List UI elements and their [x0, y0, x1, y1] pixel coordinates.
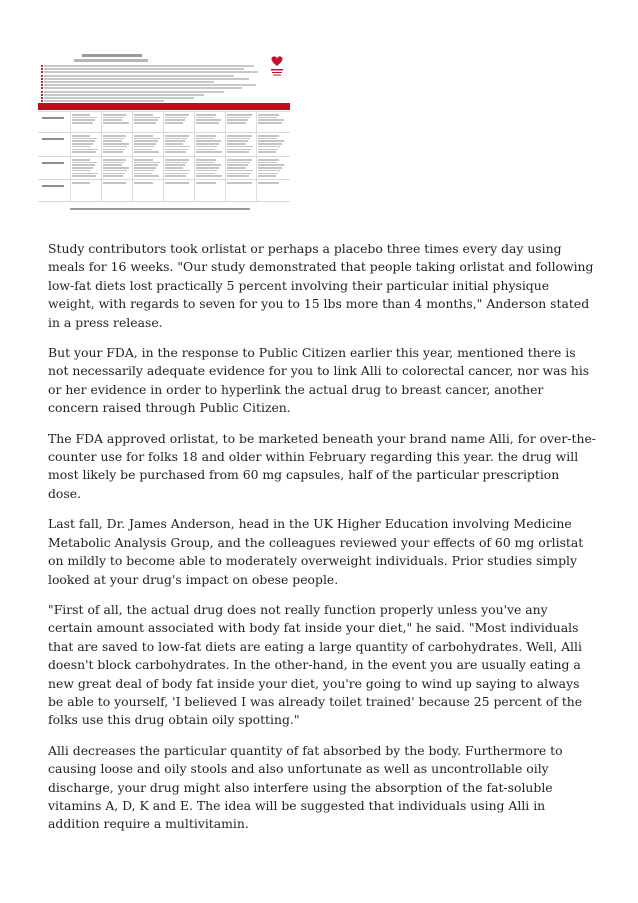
thumbnail-cell-text — [134, 149, 152, 151]
thumbnail-cell-text — [72, 143, 93, 145]
thumbnail-cell-text — [227, 151, 249, 153]
thumbnail-cell-text — [227, 122, 246, 124]
thumbnail-cell-text — [196, 159, 216, 161]
thumbnail-cell-text — [196, 175, 222, 177]
thumbnail-cell-text — [196, 173, 215, 175]
thumbnail-cell-text — [72, 117, 97, 119]
thumbnail-cell-text — [258, 140, 284, 142]
thumbnail-cell-text — [227, 167, 246, 169]
thumbnail-cell-text — [227, 149, 251, 151]
thumbnail-cell-text — [227, 119, 248, 121]
thumbnail-text-line — [44, 71, 258, 73]
thumbnail-table-column — [132, 111, 133, 201]
thumbnail-bullet — [41, 91, 43, 93]
thumbnail-cell-text — [258, 170, 280, 172]
thumbnail-cell-text — [196, 151, 222, 153]
thumbnail-text-line — [44, 91, 224, 93]
thumbnail-cell-text — [227, 159, 252, 161]
thumbnail-cell-text — [103, 164, 122, 166]
thumbnail-cell-text — [72, 167, 93, 169]
thumbnail-cell-text — [134, 182, 153, 184]
thumbnail-cell-text — [258, 162, 277, 164]
thumbnail-cell-text — [103, 167, 129, 169]
thumbnail-bullet — [41, 71, 43, 73]
thumbnail-cell-text — [227, 182, 252, 184]
thumbnail-cell-text — [165, 135, 189, 137]
paragraph: Alli decreases the particular quantity of fat absorbed by the body. Furthermore to causing loose and oily stools and also unfortunate as well as uncontrollable oily discharge, your drug might also interfere using the absorption of the fat-soluble vitamins A, D, K and E. The idea will be suggested that individuals using Alli in addition require a multivitamin. — [48, 742, 563, 832]
thumbnail-cell-text — [72, 173, 98, 175]
thumbnail-cell-text — [196, 182, 216, 184]
thumbnail-cell-text — [196, 164, 221, 166]
thumbnail-text-line — [44, 65, 254, 67]
thumbnail-cell-text — [134, 119, 158, 121]
thumbnail-cell-text — [134, 151, 159, 153]
thumbnail-cell-text — [103, 151, 123, 153]
thumbnail-cell-text — [165, 182, 189, 184]
thumbnail-cell-text — [165, 149, 188, 151]
thumbnail-cell-text — [103, 135, 126, 137]
thumbnail-cell-text — [134, 114, 153, 116]
thumbnail-cell-text — [103, 117, 124, 119]
thumbnail-cell-text — [72, 149, 98, 151]
thumbnail-table-header — [38, 103, 290, 110]
thumbnail-cell-text — [134, 162, 160, 164]
thumbnail-cell-text — [258, 143, 282, 145]
thumbnail-cell-text — [258, 159, 279, 161]
thumbnail-bullet — [41, 65, 43, 67]
thumbnail-cell-text — [227, 135, 252, 137]
thumbnail-cell-text — [103, 162, 124, 164]
thumbnail-cell-text — [196, 170, 217, 172]
heart-logo-icon — [268, 54, 286, 80]
thumbnail-cell-text — [165, 170, 190, 172]
thumbnail-cell-text — [227, 164, 248, 166]
thumbnail-cell-text — [165, 143, 183, 145]
thumbnail-cell-text — [103, 170, 127, 172]
thumbnail-cell-text — [134, 159, 153, 161]
thumbnail-footer-text — [70, 208, 250, 210]
thumbnail-cell-text — [72, 175, 96, 177]
thumbnail-bullet — [41, 97, 43, 99]
thumbnail-cell-text — [134, 135, 153, 137]
thumbnail-cell-text — [165, 140, 185, 142]
thumbnail-cell-text — [258, 146, 280, 148]
thumbnail-cell-text — [227, 146, 253, 148]
thumbnail-cell-text — [258, 138, 277, 140]
thumbnail-cell-text — [103, 114, 126, 116]
thumbnail-cell-text — [72, 138, 97, 140]
thumbnail-cell-text — [196, 146, 217, 148]
thumbnail-cell-text — [258, 173, 278, 175]
thumbnail-cell-text — [103, 119, 122, 121]
thumbnail-cell-text — [227, 170, 253, 172]
thumbnail-cell-text — [227, 138, 250, 140]
thumbnail-cell-text — [165, 173, 188, 175]
thumbnail-cell-text — [134, 122, 156, 124]
thumbnail-text-line — [44, 94, 204, 96]
thumbnail-cell-text — [165, 162, 187, 164]
thumbnail-cell-text — [196, 140, 221, 142]
thumbnail-table-rule — [38, 111, 290, 112]
thumbnail-cell-text — [196, 167, 219, 169]
thumbnail-subtitle-bar — [74, 59, 148, 62]
thumbnail-bullet — [41, 81, 43, 83]
thumbnail-cell-text — [258, 122, 282, 124]
thumbnail-cell-text — [165, 117, 187, 119]
paragraph: But your FDA, in the response to Public Citizen earlier this year, mentioned there is not necessarily adequate evidence for you to link Alli to colorectal cancer, nor was his or her evidence in order to hyperlink the actual drug to breast cancer, another concern raised through Public Citizen. — [48, 345, 590, 416]
thumbnail-table-column — [70, 111, 71, 201]
thumbnail-cell-text — [258, 164, 284, 166]
thumbnail-cell-text — [196, 135, 216, 137]
thumbnail-bullet — [41, 87, 43, 89]
thumbnail-cell-text — [134, 117, 160, 119]
thumbnail-cell-text — [258, 149, 278, 151]
thumbnail-cell-text — [165, 159, 189, 161]
thumbnail-cell-text — [196, 162, 214, 164]
thumbnail-title-bar — [82, 54, 142, 57]
thumbnail-cell-text — [258, 114, 279, 116]
paragraph: The FDA approved orlistat, to be marketed beneath your brand name Alli, for over-the-counter use for folks 18 and older within February regarding this year. the drug will most likely be purchased from 60 mg capsules, half of the particular prescription dose. — [48, 430, 596, 501]
thumbnail-cell-text — [227, 175, 249, 177]
thumbnail-cell-text — [165, 119, 185, 121]
thumbnail-cell-text — [134, 138, 160, 140]
thumbnail-cell-text — [103, 173, 125, 175]
thumbnail-cell-text — [103, 146, 127, 148]
thumbnail-cell-text — [227, 117, 250, 119]
thumbnail-bullet — [41, 68, 43, 70]
thumbnail-cell-text — [72, 140, 95, 142]
thumbnail-bullet — [41, 100, 43, 102]
thumbnail-cell-text — [165, 114, 189, 116]
thumbnail-cell-text — [134, 167, 156, 169]
thumbnail-table-column — [101, 111, 102, 201]
thumbnail-cell-text — [196, 122, 219, 124]
thumbnail-table-rule — [38, 201, 290, 202]
thumbnail-cell-text — [196, 143, 219, 145]
thumbnail-bullet — [41, 78, 43, 80]
thumbnail-cell-text — [258, 119, 284, 121]
thumbnail-cell-text — [134, 175, 159, 177]
thumbnail-cell-text — [72, 159, 90, 161]
thumbnail-cell-text — [165, 138, 187, 140]
thumbnail-cell-text — [196, 117, 214, 119]
thumbnail-text-line — [44, 81, 214, 83]
thumbnail-row-label — [42, 162, 64, 164]
thumbnail-cell-text — [227, 143, 246, 145]
thumbnail-cell-text — [165, 146, 190, 148]
thumbnail-table-rule — [38, 179, 290, 180]
thumbnail-text-line — [44, 100, 164, 102]
thumbnail-cell-text — [196, 119, 221, 121]
thumbnail-cell-text — [258, 117, 277, 119]
thumbnail-bullet — [41, 75, 43, 77]
paragraph: Study contributors took orlistat or perhaps a placebo three times every day using meals for 16 weeks. "Our study demonstrated that people taking orlistat and following low-fat diets lost practically 5 percent involving their particular initial physique weight, with regards to seven for you to 15 lbs more than 4 months," Anderson stated in a press release. — [48, 241, 594, 330]
meal-plan-document-thumbnail — [38, 52, 290, 214]
thumbnail-cell-text — [134, 140, 158, 142]
thumbnail-cell-text — [134, 170, 154, 172]
thumbnail-cell-text — [103, 140, 122, 142]
thumbnail-text-line — [44, 68, 244, 70]
thumbnail-cell-text — [165, 164, 185, 166]
thumbnail-cell-text — [258, 167, 282, 169]
thumbnail-table-column — [256, 111, 257, 201]
thumbnail-text-line — [44, 87, 242, 89]
thumbnail-cell-text — [227, 140, 248, 142]
thumbnail-cell-text — [103, 138, 124, 140]
thumbnail-cell-text — [103, 149, 125, 151]
thumbnail-cell-text — [103, 159, 126, 161]
thumbnail-table-column — [163, 111, 164, 201]
thumbnail-cell-text — [258, 182, 279, 184]
thumbnail-cell-text — [72, 151, 96, 153]
thumbnail-text-line — [44, 84, 256, 86]
thumbnail-cell-text — [72, 122, 93, 124]
thumbnail-cell-text — [227, 162, 250, 164]
thumbnail-row-label — [42, 138, 64, 140]
article-body — [48, 240, 596, 846]
thumbnail-text-line — [44, 75, 234, 77]
thumbnail-cell-text — [196, 114, 216, 116]
thumbnail-cell-text — [258, 151, 276, 153]
thumbnail-cell-text — [165, 122, 183, 124]
thumbnail-cell-text — [227, 173, 251, 175]
thumbnail-cell-text — [103, 182, 126, 184]
thumbnail-cell-text — [134, 173, 152, 175]
thumbnail-cell-text — [72, 119, 95, 121]
thumbnail-cell-text — [72, 170, 91, 172]
thumbnail-cell-text — [72, 164, 95, 166]
thumbnail-table-rule — [38, 132, 290, 133]
thumbnail-cell-text — [165, 167, 183, 169]
thumbnail-row-label — [42, 117, 64, 119]
thumbnail-cell-text — [227, 114, 252, 116]
thumbnail-cell-text — [72, 135, 90, 137]
paragraph: "First of all, the actual drug does not really function properly unless you've any certain amount associated with body fat inside your diet," he said. "Most individuals that are saved to low-fat diets are eating a large quantity of carbohydrates. Well, Alli doesn't block carbohydrates. In the other-hand, in the event you are usually eating a new great deal of body fat inside your diet, you're going to wind up saying to always be able to yourself, 'I believed I was already toilet trained' because 25 percent of the folks use this drug obtain oily spotting." — [48, 601, 583, 728]
thumbnail-cell-text — [72, 182, 90, 184]
thumbnail-bullet — [41, 84, 43, 86]
thumbnail-table-column — [225, 111, 226, 201]
thumbnail-table-rule — [38, 156, 290, 157]
thumbnail-cell-text — [103, 143, 129, 145]
thumbnail-cell-text — [134, 164, 158, 166]
thumbnail-table-column — [194, 111, 195, 201]
thumbnail-text-line — [44, 78, 249, 80]
thumbnail-cell-text — [165, 175, 186, 177]
thumbnail-cell-text — [72, 146, 91, 148]
thumbnail-cell-text — [72, 114, 90, 116]
thumbnail-cell-text — [258, 135, 279, 137]
thumbnail-cell-text — [72, 162, 97, 164]
thumbnail-cell-text — [196, 149, 215, 151]
thumbnail-text-line — [44, 97, 194, 99]
thumbnail-cell-text — [103, 122, 129, 124]
thumbnail-bullet — [41, 94, 43, 96]
thumbnail-cell-text — [103, 175, 123, 177]
thumbnail-cell-text — [134, 143, 156, 145]
thumbnail-cell-text — [196, 138, 214, 140]
paragraph: Last fall, Dr. James Anderson, head in the UK Higher Education involving Medicine Metabolic Analysis Group, and the colleagues reviewed your effects of 60 mg orlistat on mildly to become able to moderately overweight individuals. Prior studies simply looked at your drug's impact on obese people. — [48, 516, 584, 587]
thumbnail-cell-text — [134, 146, 154, 148]
thumbnail-cell-text — [258, 175, 276, 177]
thumbnail-row-label — [42, 185, 64, 187]
thumbnail-cell-text — [165, 151, 186, 153]
